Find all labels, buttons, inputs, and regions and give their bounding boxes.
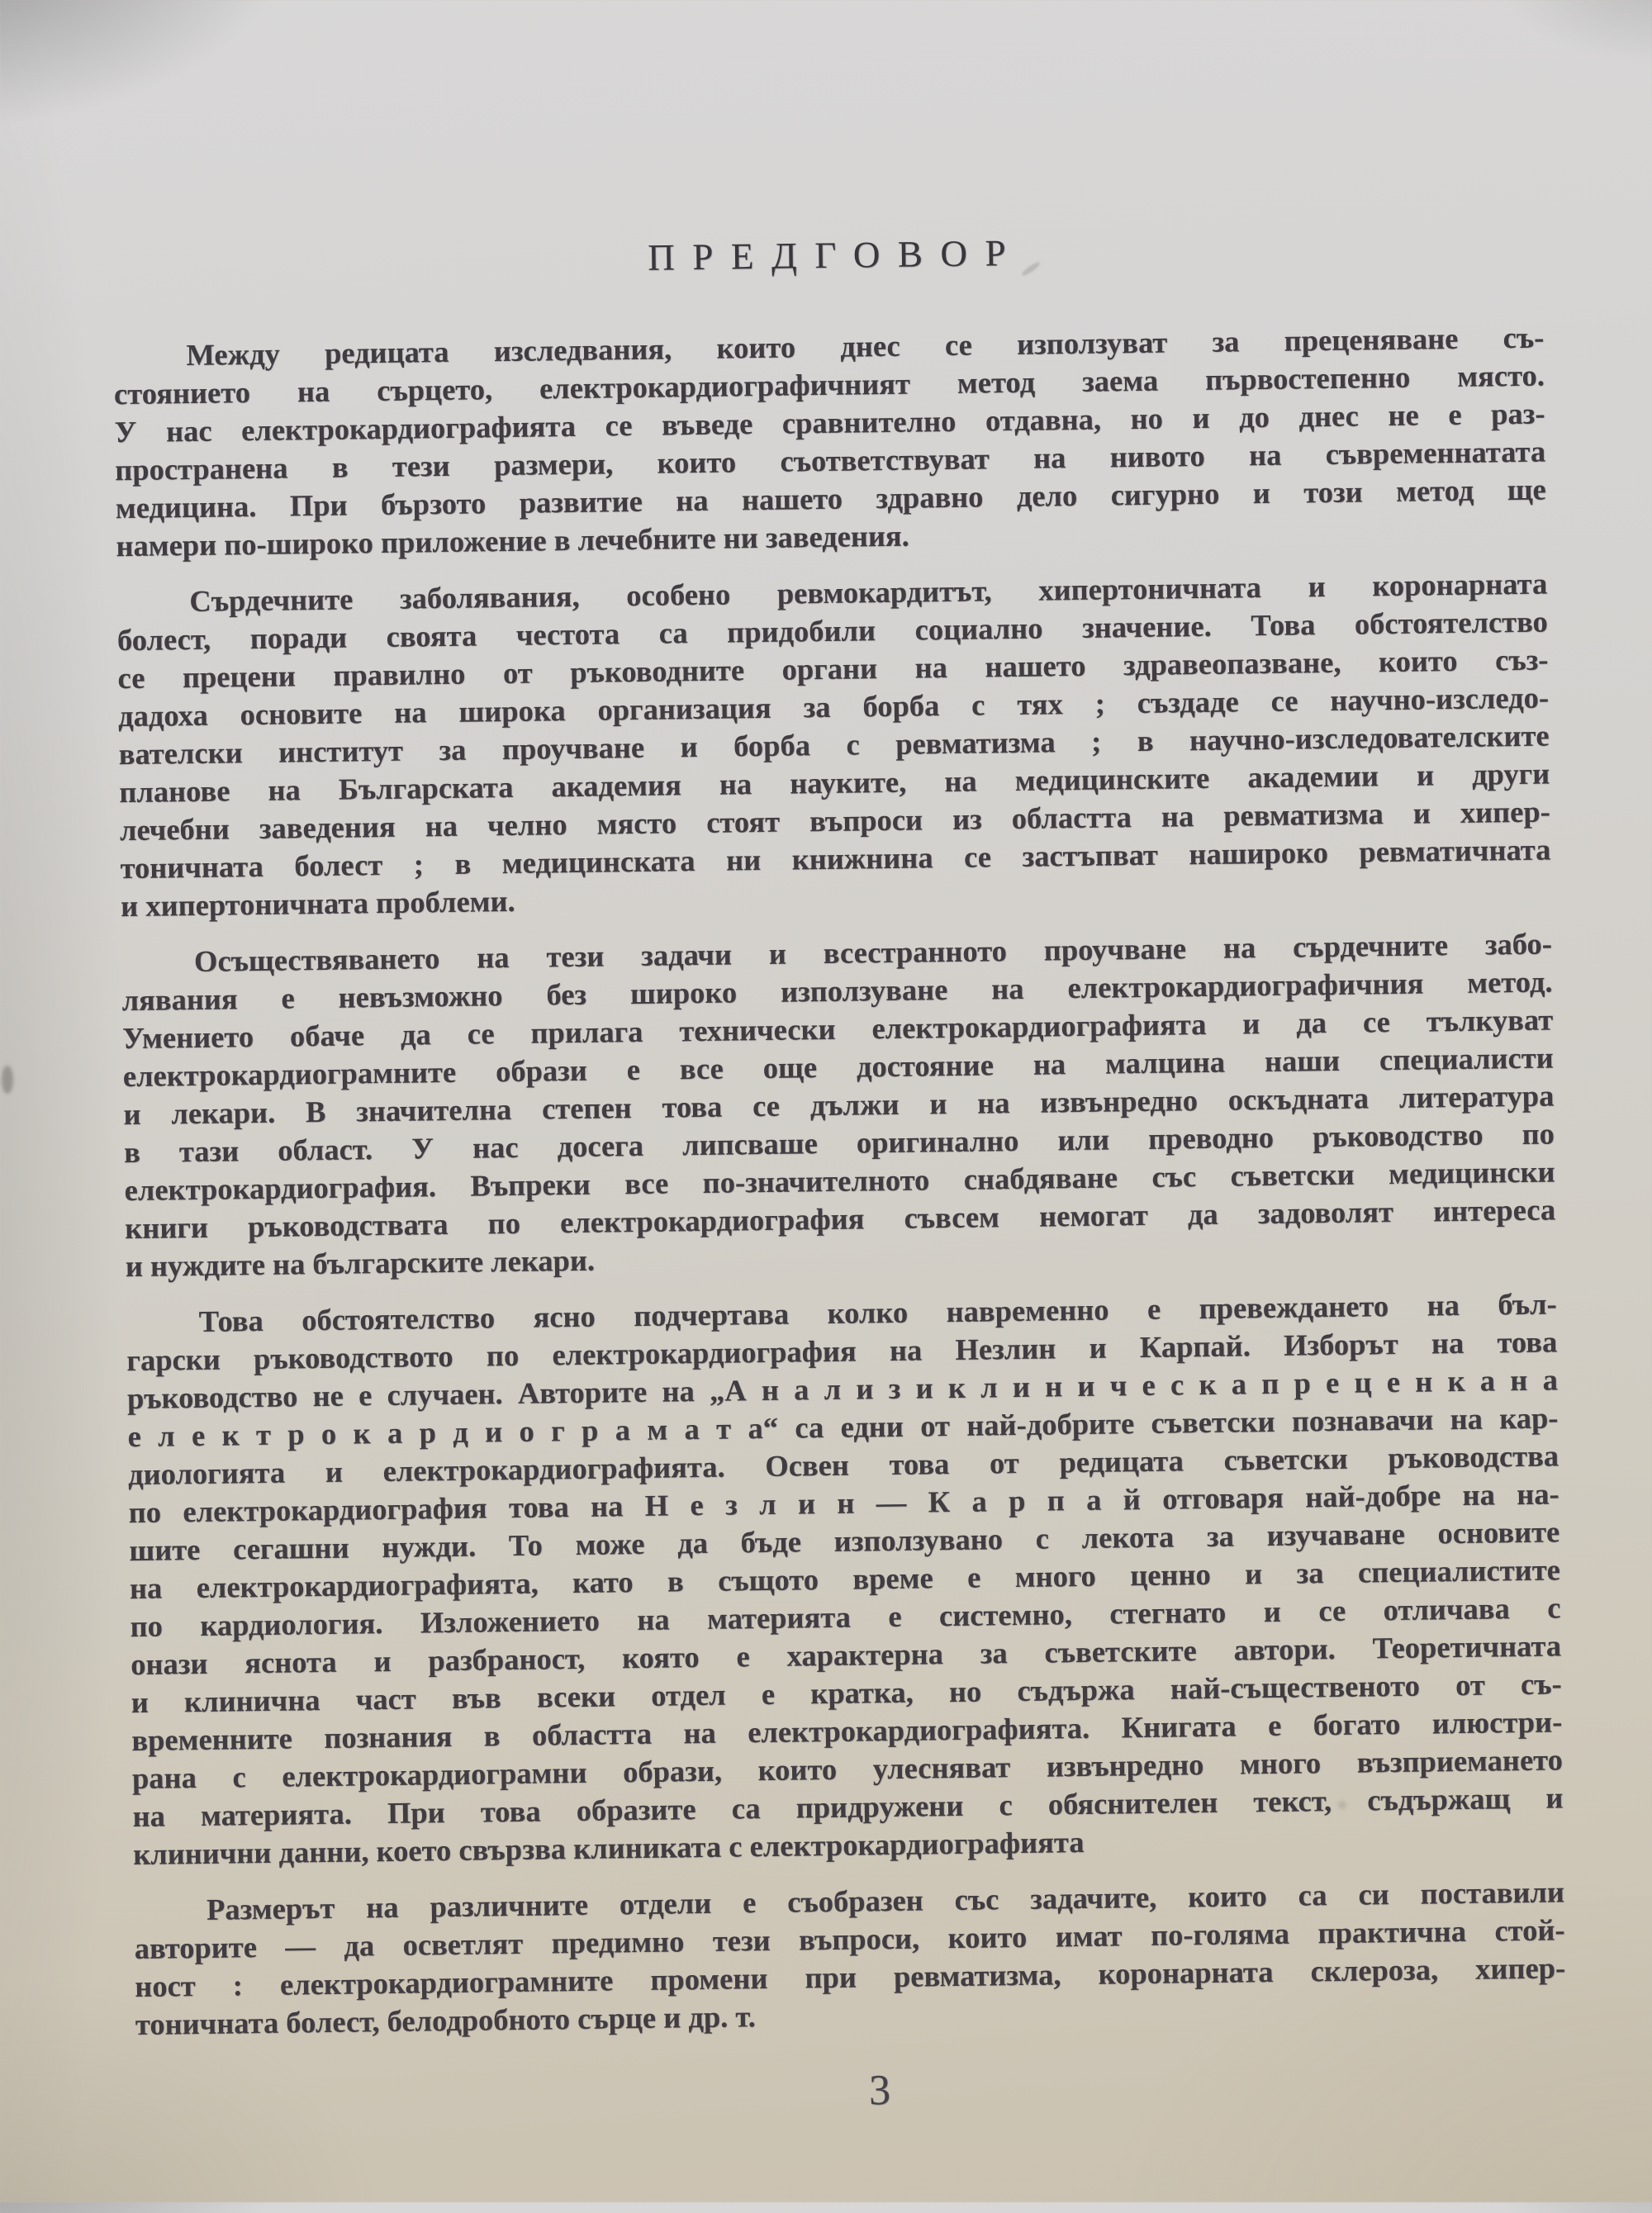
- paragraph: [121, 924, 1556, 1285]
- text-line: в тази област. У нас досега липсваше оригинално или преводно ръководство по: [123, 1116, 1555, 1170]
- paragraph: [126, 1285, 1564, 1873]
- text-line: вателски институт за проучване и борба с ревматизма ; в научно-изследователските: [118, 718, 1550, 772]
- text-line: гарски ръководството по електрокардиография на Незлин и Карпай. Изборът на това: [126, 1324, 1558, 1378]
- paragraph: [113, 319, 1546, 566]
- text-line: електрокардиограмните образи е все още достояние на малцина наши специалисти: [122, 1040, 1554, 1094]
- text-line: авторите — да осветлят предимно тези въпроси, които имат по-голяма практична стой-: [134, 1912, 1565, 1966]
- text-line: стоянието на сърцето, електрокардиографичният метод заема първостепенно място.: [113, 358, 1545, 411]
- text-line: по кардиология. Изложението на материята е системно, стегнато и се отличава с: [130, 1590, 1561, 1644]
- text-line: електрокардиография. Въпреки все по-значителното снабдяване със съветски медицински: [124, 1154, 1555, 1208]
- text-line: тоничната болест, белодробното сърце и др. т.: [135, 1999, 756, 2042]
- text-line: Размерът на различните отдели е съобразен със задачите, които са си поставили: [206, 1874, 1565, 1926]
- text-line: тоничната болест ; в медицинската ни книжнина се застъпват нашироко ревматичната: [120, 832, 1551, 886]
- text-line: Осъществяването на тези задачи и всестранното проучване на сърдечните забо-: [193, 926, 1553, 978]
- text-line: ност : електрокардиограмните промени при ревматизма, коронарната склероза, хипер-: [134, 1950, 1566, 2004]
- page-number: 3: [868, 2067, 891, 2115]
- text-line: диологията и електрокардиографията. Освен това от редицата съветски ръководства: [127, 1438, 1559, 1492]
- text-line: У нас електрокардиографията се въведе сравнително отдавна, но и до днес не е раз-: [114, 396, 1545, 449]
- paragraph: [134, 1873, 1566, 2044]
- text-line: на материята. При това образите са придружени с обяснителен текст, съдържащ и: [132, 1780, 1564, 1834]
- text-line: онази яснота и разбраност, която е характерна за съветските автори. Теоретичната: [130, 1628, 1562, 1682]
- text-line: и клинична част във всеки отдел е кратка, но съдържа най-същественото от съ-: [131, 1666, 1562, 1720]
- text-line: по електрокардиография това на Н е з л и н — К а р п а й отговаря най-добре на на-: [128, 1476, 1559, 1530]
- text-line: книги ръководствата по електрокардиография съвсем немогат да задоволят интереса: [124, 1192, 1556, 1246]
- text-line: е л е к т р о к а р д и о г р а м а т а“ са едни от най-добрите съветски познавачи на кар-: [127, 1400, 1559, 1454]
- text-line: медицина. При бързото развитие на нашето здравно дело сигурно и този метод ще: [115, 472, 1546, 525]
- page-title: ПРЕДГОВОР: [647, 231, 1024, 278]
- text-line: шите сегашни нужди. То може да бъде използувано с лекота за изучаване основите: [129, 1514, 1560, 1568]
- text-line: планове на Българската академия на науките, на медицинските академии и други: [119, 756, 1550, 810]
- text-line: и лекари. В значителна степен това се дължи и на извънредно оскъдната литература: [123, 1078, 1555, 1132]
- text-line: Сърдечните заболявания, особено ревмокардитът, хипертоничната и коронарната: [189, 566, 1548, 619]
- text-line: Умението обаче да се прилага технически електрокардиографията и да се тълкуват: [121, 1002, 1554, 1056]
- text-line: дадоха основите на широка организация за борба с тях ; създаде се научно-изследо-: [117, 680, 1550, 734]
- preface-text: [113, 319, 1566, 2044]
- text-line: ръководство не е случаен. Авторите на „А н а л и з и к л и н и ч е с к а п р е ц е н к а н а: [126, 1362, 1559, 1416]
- text-line: лявания е невъзможно без широко използуване на електрокардиографичния метод.: [121, 964, 1553, 1018]
- text-line: се прецени правилно от ръководните органи на нашето здравеопазване, които съз-: [117, 642, 1549, 696]
- text-line: и нуждите на българските лекари.: [125, 1242, 596, 1284]
- text-line: Между редицата изследвания, които днес се използуват за преценяване съ-: [186, 320, 1545, 373]
- paragraph: [116, 565, 1551, 926]
- text-line: клинични данни, което свързва клиниката с електрокардиографията: [132, 1824, 1085, 1872]
- text-line: пространена в тези размери, които съответствуват на нивото на съвременнатата: [114, 434, 1546, 487]
- text-line: временните познания в областта на електрокардиографията. Книгата е богато илюстри-: [131, 1704, 1563, 1758]
- text-line: и хипертоничната проблеми.: [120, 883, 515, 924]
- text-line: на електрокардиографията, като в същото време е много ценно и за специалистите: [129, 1552, 1561, 1606]
- text-line: болест, поради своята честота са придобили социално значение. Това обстоятелство: [116, 604, 1549, 658]
- text-line: Това обстоятелство ясно подчертава колко навременно е превеждането на бъл-: [198, 1286, 1557, 1338]
- text-line: намери по-широко приложение в лечебните ни заведения.: [116, 518, 910, 563]
- text-line: лечебни заведения на челно място стоят въпроси из областта на ревматизма и хипер-: [119, 794, 1551, 848]
- text-line: рана с електрокардиограмни образи, които улесняват извънредно много възприемането: [131, 1742, 1564, 1796]
